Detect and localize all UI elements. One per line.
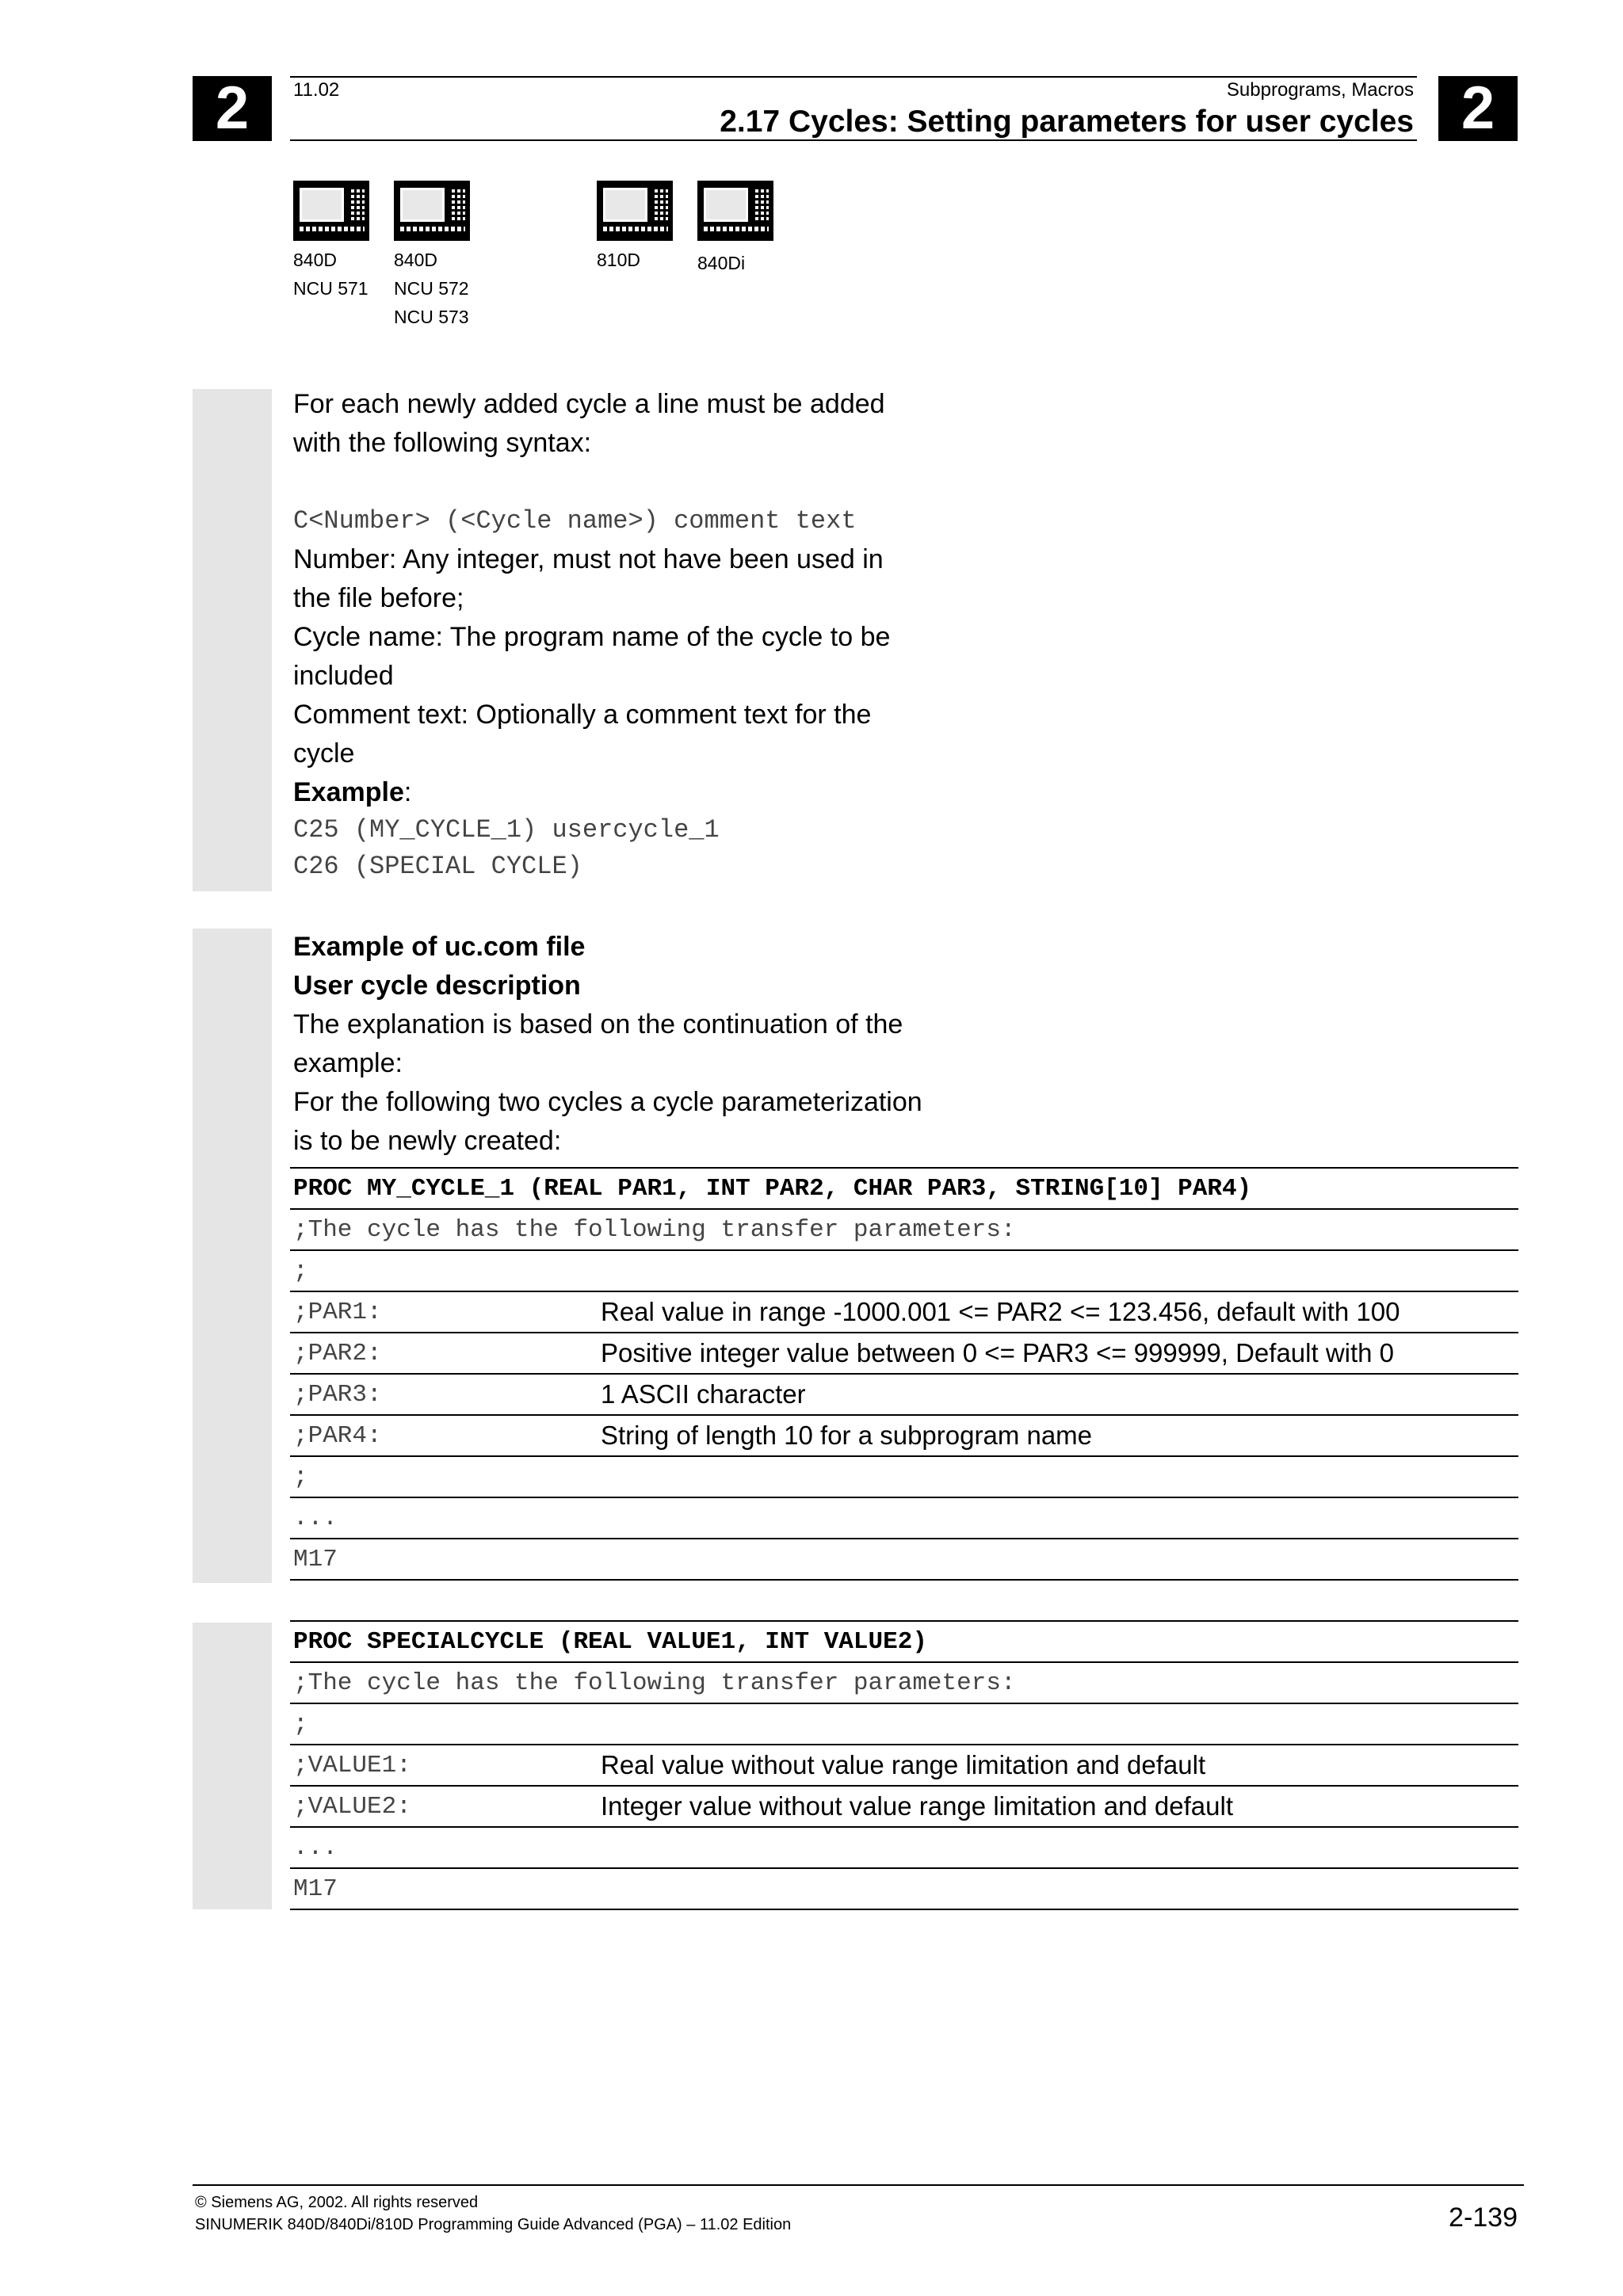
- code-ellipsis: ...: [290, 1827, 1518, 1868]
- table-row: [290, 1868, 1518, 1909]
- table-row: [290, 1333, 1518, 1374]
- control-label-line: 840D: [293, 250, 337, 270]
- paragraph-line: the file before;: [293, 583, 464, 613]
- param-name: ;PAR2:: [290, 1333, 598, 1374]
- paragraph-line: with the following syntax:: [293, 428, 592, 458]
- footer-copyright: © Siemens AG, 2002. All rights reserved: [195, 2194, 479, 2211]
- paragraph-line: The explanation is based on the continuation of the: [293, 1009, 903, 1039]
- proc-declaration: PROC SPECIALCYCLE (REAL VALUE1, INT VALUE2): [290, 1621, 1518, 1662]
- control-810d: [597, 181, 673, 274]
- table-row: [290, 1703, 1518, 1745]
- control-panel-icon: [697, 181, 773, 241]
- control-label: [394, 246, 470, 331]
- control-label-line: 840D: [394, 250, 437, 270]
- code-end: M17: [290, 1539, 1518, 1580]
- section-heading: User cycle description: [293, 971, 581, 1001]
- code-ellipsis: ...: [290, 1497, 1518, 1539]
- control-label-line: NCU 571: [293, 278, 369, 299]
- control-label-line: NCU 573: [394, 307, 469, 327]
- code-comment: ;The cycle has the following transfer parameters:: [290, 1209, 1518, 1250]
- paragraph-line: cycle: [293, 738, 355, 769]
- param-name: ;VALUE1:: [290, 1745, 598, 1786]
- table-row: [290, 1786, 1518, 1827]
- example-code-line: C26 (SPECIAL CYCLE): [293, 852, 582, 881]
- example-code-line: C25 (MY_CYCLE_1) usercycle_1: [293, 815, 720, 845]
- margin-bar: [193, 1623, 272, 1909]
- paragraph-line: included: [293, 661, 394, 691]
- syntax-code: C<Number> (<Cycle name>) comment text: [293, 506, 857, 536]
- table-row: [290, 1497, 1518, 1539]
- margin-bar: [193, 389, 272, 891]
- param-description: Integer value without value range limitation and default: [598, 1786, 1518, 1827]
- section-heading: Example of uc.com file: [293, 932, 586, 962]
- paragraph-line: Number: Any integer, must not have been used in: [293, 544, 884, 574]
- my-cycle-1-code-table: [290, 1167, 1518, 1581]
- control-panel-icon: [293, 181, 369, 241]
- control-panel-icon: [597, 181, 673, 241]
- code-comment: ;The cycle has the following transfer parameters:: [290, 1662, 1518, 1703]
- uc-file-description: [293, 928, 959, 1161]
- param-description: Positive integer value between 0 <= PAR3 <= 999999, Default with 0: [598, 1333, 1518, 1374]
- control-840d-ncu572: [394, 181, 470, 331]
- control-panel-icon: [394, 181, 470, 241]
- param-description: Real value without value range limitation and default: [598, 1745, 1518, 1786]
- paragraph-line: is to be newly created:: [293, 1126, 562, 1156]
- example-colon: :: [403, 777, 412, 807]
- code-comment: ;: [290, 1250, 1518, 1291]
- table-row: [290, 1827, 1518, 1868]
- chapter-number-right: 2: [1438, 76, 1518, 141]
- code-end: M17: [290, 1868, 1518, 1909]
- proc-declaration: PROC MY_CYCLE_1 (REAL PAR1, INT PAR2, CHAR PAR3, STRING[10] PAR4): [290, 1168, 1518, 1209]
- param-description: 1 ASCII character: [598, 1374, 1518, 1415]
- param-name: ;PAR3:: [290, 1374, 598, 1415]
- header-bottom-rule: [290, 139, 1417, 141]
- header-top-rule: [290, 76, 1417, 78]
- paragraph-line: For the following two cycles a cycle parameterization: [293, 1087, 922, 1117]
- code-comment: ;: [290, 1456, 1518, 1497]
- footer-document-title: SINUMERIK 840D/840Di/810D Programming Guide Advanced (PGA) – 11.02 Edition: [195, 2216, 792, 2233]
- table-row: [290, 1745, 1518, 1786]
- example-label: Example: [293, 777, 404, 807]
- footer-rule: [193, 2184, 1524, 2186]
- specialcycle-code-table: [290, 1620, 1518, 1910]
- header-section: Subprograms, Macros: [1226, 79, 1414, 101]
- table-row: [290, 1456, 1518, 1497]
- table-row: [290, 1539, 1518, 1580]
- control-label: [697, 249, 773, 277]
- param-name: ;PAR4:: [290, 1415, 598, 1456]
- param-description: Real value in range -1000.001 <= PAR2 <= 123.456, default with 100: [598, 1291, 1518, 1333]
- syntax-description: [293, 385, 959, 885]
- control-label-line: NCU 572: [394, 278, 469, 299]
- param-name: ;VALUE2:: [290, 1786, 598, 1827]
- code-comment: ;: [290, 1703, 1518, 1745]
- table-row: [290, 1250, 1518, 1291]
- paragraph-line: example:: [293, 1048, 403, 1078]
- paragraph-line: For each newly added cycle a line must be added: [293, 389, 885, 419]
- control-840di: [697, 181, 773, 277]
- param-description: String of length 10 for a subprogram name: [598, 1415, 1518, 1456]
- param-name: ;PAR1:: [290, 1291, 598, 1333]
- example-heading: [293, 773, 959, 812]
- paragraph-line: Comment text: Optionally a comment text for the: [293, 700, 872, 730]
- table-row: [290, 1209, 1518, 1250]
- header-edition: 11.02: [293, 79, 340, 101]
- control-label: [293, 246, 369, 303]
- table-row: [290, 1415, 1518, 1456]
- chapter-number-left: 2: [193, 76, 272, 141]
- page-number: 2-139: [1449, 2203, 1518, 2233]
- table-row: [290, 1662, 1518, 1703]
- page-title: 2.17 Cycles: Setting parameters for user cycles: [720, 105, 1414, 139]
- table-row: [290, 1291, 1518, 1333]
- control-840d-ncu571: [293, 181, 369, 303]
- margin-bar: [193, 929, 272, 1583]
- table-row: [290, 1621, 1518, 1662]
- control-label: [597, 246, 673, 274]
- paragraph-line: Cycle name: The program name of the cycle to be: [293, 622, 891, 652]
- control-label-line: 840Di: [697, 253, 746, 273]
- control-label-line: 810D: [597, 250, 640, 270]
- table-row: [290, 1374, 1518, 1415]
- table-row: [290, 1168, 1518, 1209]
